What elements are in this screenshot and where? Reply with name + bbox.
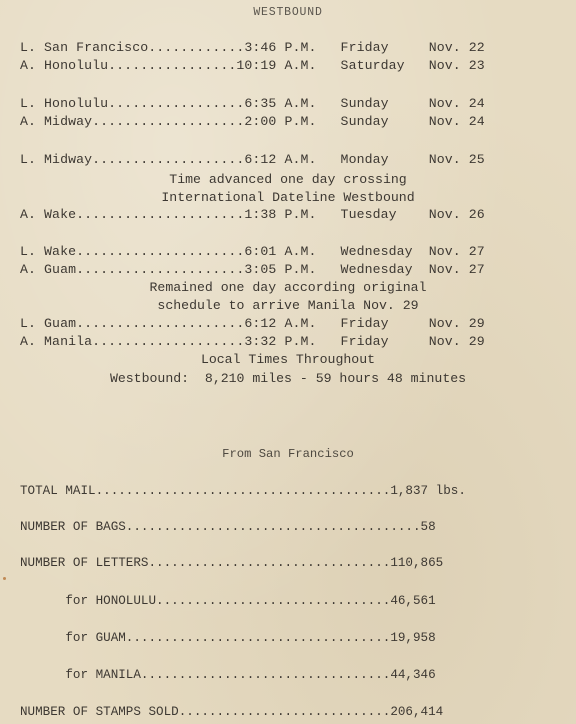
mail-stat-total-mail: TOTAL MAIL.......................................1,837 lbs. bbox=[20, 484, 466, 498]
schedule-row: L. Midway...................6:12 A.M. Monday Nov. 25 bbox=[20, 152, 485, 167]
mail-stat-stamps-sold: NUMBER OF STAMPS SOLD............................206,414 bbox=[20, 705, 444, 719]
schedule-row: L. Wake.....................6:01 A.M. Wednesday Nov. 27 bbox=[20, 244, 485, 259]
dateline-note-line-2: International Dateline Westbound bbox=[161, 190, 415, 205]
mail-stat-bags: NUMBER OF BAGS.......................................58 bbox=[20, 520, 436, 534]
section-title-westbound: WESTBOUND bbox=[253, 6, 323, 19]
mail-stat-guam: for GUAM...................................19,958 bbox=[20, 631, 436, 645]
dateline-note-line-1: Time advanced one day crossing bbox=[169, 172, 407, 187]
schedule-row: L. Honolulu.................6:35 A.M. Sunday Nov. 24 bbox=[20, 96, 485, 111]
schedule-row: A. Manila...................3:32 P.M. Friday Nov. 29 bbox=[20, 334, 485, 349]
mail-stat-honolulu: for HONOLULU...............................46,561 bbox=[20, 594, 436, 608]
local-times-note: Local Times Throughout bbox=[200, 352, 376, 367]
guam-note-line-1: Remained one day according original bbox=[149, 280, 427, 295]
paper-speck bbox=[3, 577, 6, 580]
schedule-row: L. San Francisco............3:46 P.M. Friday Nov. 22 bbox=[20, 40, 485, 55]
guam-note-line-2: schedule to arrive Manila Nov. 29 bbox=[157, 298, 419, 313]
schedule-row: L. Guam.....................6:12 A.M. Friday Nov. 29 bbox=[20, 316, 485, 331]
westbound-summary: Westbound: 8,210 miles - 59 hours 48 minutes bbox=[109, 371, 467, 386]
mail-stat-manila: for MANILA.................................44,346 bbox=[20, 668, 436, 682]
schedule-row: A. Midway...................2:00 P.M. Sunday Nov. 24 bbox=[20, 114, 485, 129]
mail-stat-letters: NUMBER OF LETTERS................................110,865 bbox=[20, 556, 444, 570]
schedule-row: A. Guam.....................3:05 P.M. Wednesday Nov. 27 bbox=[20, 262, 485, 277]
mail-section-heading: From San Francisco bbox=[222, 447, 354, 461]
schedule-row: A. Wake.....................1:38 P.M. Tuesday Nov. 26 bbox=[20, 207, 485, 222]
schedule-row: A. Honolulu................10:19 A.M. Saturday Nov. 23 bbox=[20, 58, 485, 73]
